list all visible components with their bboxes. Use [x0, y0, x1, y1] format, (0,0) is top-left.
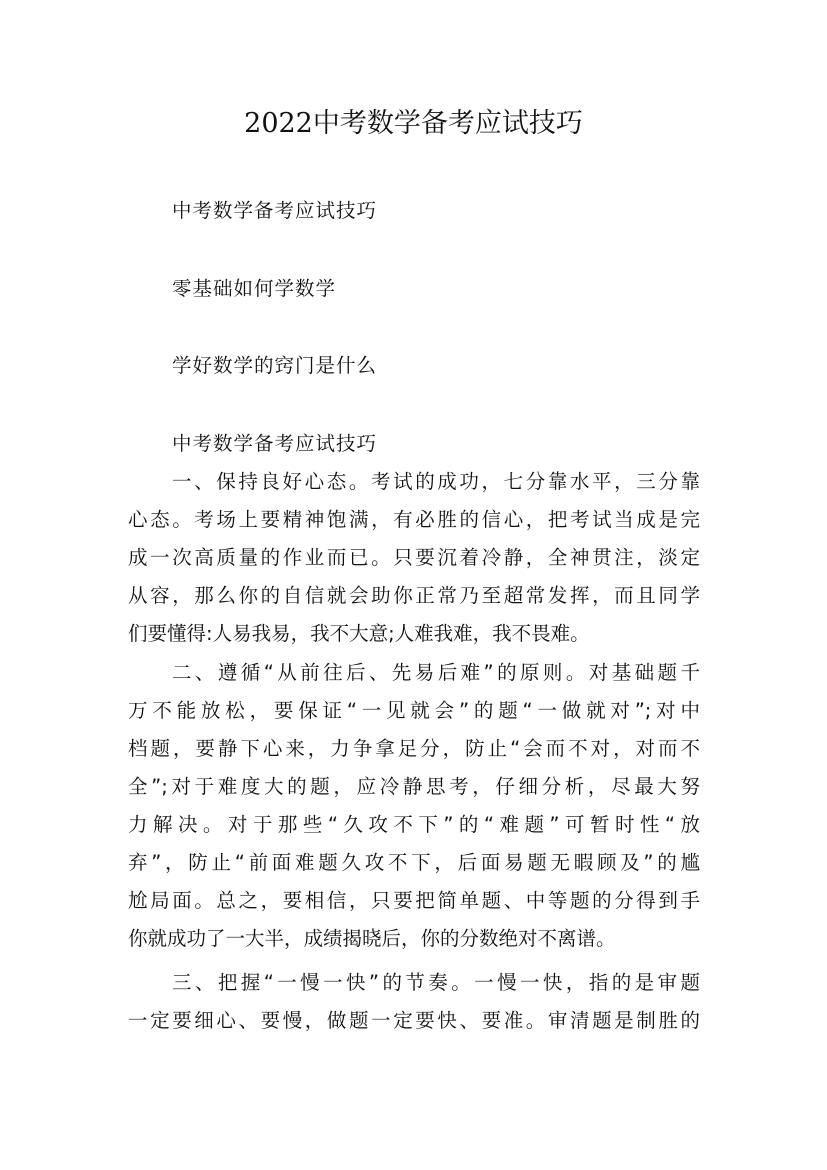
paragraph-2-line: 尬局面。总之，要相信，只要把简单题、中等题的分得到手	[128, 889, 700, 912]
paragraph-3-line: 一定要细心、要慢，做题一定要快、要准。审清题是制胜的	[128, 1009, 700, 1032]
heading-1: 中考数学备考应试技巧	[172, 199, 378, 222]
document-title: 2022中考数学备考应试技巧	[244, 108, 583, 139]
heading-3: 学好数学的窍门是什么	[172, 354, 378, 377]
paragraph-1-line: 一、保持良好心态。考试的成功，七分靠水平，三分靠	[172, 470, 700, 493]
paragraph-2-line: 万不能放松，要保证“一见就会”的题“一做就对”;对中	[128, 699, 700, 722]
paragraph-2-line: 档题，要静下心来，力争拿足分，防止“会而不对，对而不	[128, 737, 700, 760]
heading-4: 中考数学备考应试技巧	[172, 432, 378, 455]
paragraph-1-line: 心态。考场上要精神饱满，有必胜的信心，把考试当成是完	[128, 508, 700, 531]
paragraph-2-line: 力解决。对于那些“久攻不下”的“难题”可暂时性“放	[128, 813, 700, 836]
paragraph-3-line: 三、把握“一慢一快”的节奏。一慢一快，指的是审题	[172, 971, 700, 994]
paragraph-2-line: 全”;对于难度大的题，应冷静思考，仔细分析，尽最大努	[128, 775, 700, 798]
paragraph-1-line: 从容，那么你的自信就会助你正常乃至超常发挥，而且同学	[128, 584, 700, 607]
paragraph-2-line: 二、遵循“从前往后、先易后难”的原则。对基础题千	[172, 661, 700, 684]
paragraph-2-line: 你就成功了一大半，成绩揭晓后，你的分数绝对不离谱。	[128, 927, 616, 950]
paragraph-1-line: 成一次高质量的作业而已。只要沉着冷静，全神贯注，淡定	[128, 546, 700, 569]
paragraph-1-line: 们要懂得:人易我易，我不大意;人难我难，我不畏难。	[128, 622, 590, 645]
heading-2: 零基础如何学数学	[172, 277, 337, 300]
paragraph-2-line: 弃”，防止“前面难题久攻不下，后面易题无暇顾及”的尴	[128, 851, 700, 874]
